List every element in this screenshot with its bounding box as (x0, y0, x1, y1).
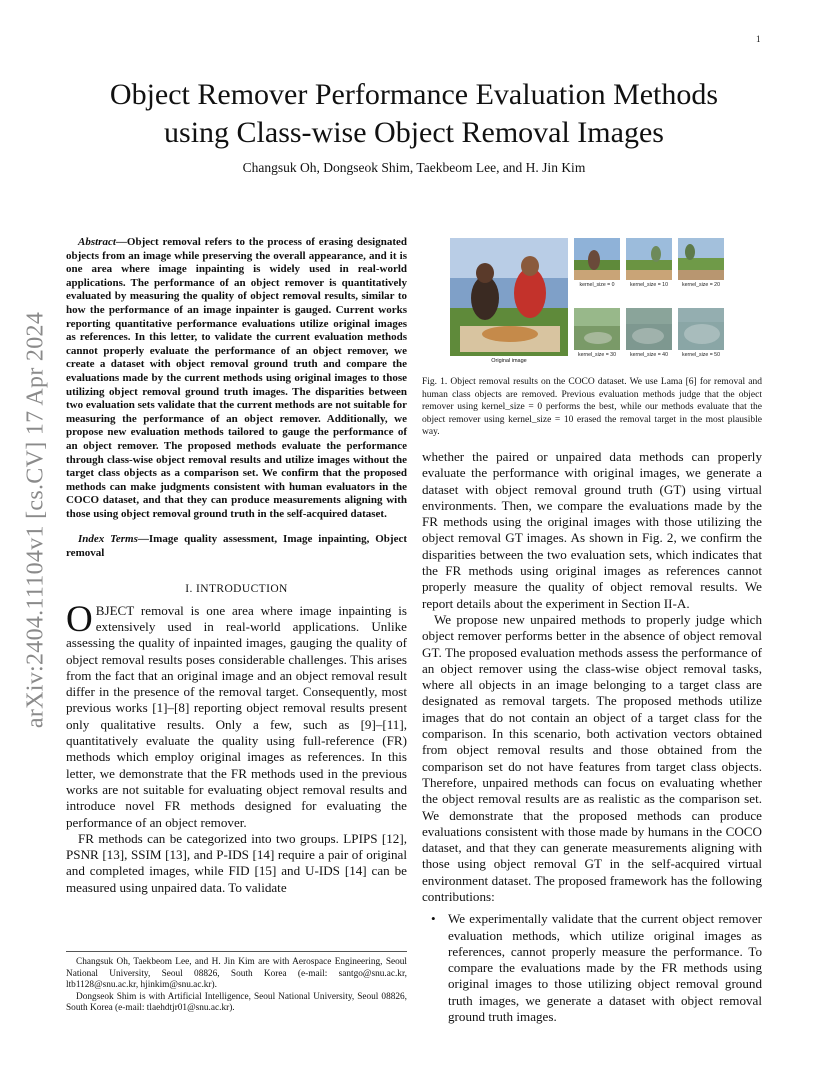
thumbnail-kernel-20 (678, 238, 724, 280)
arxiv-stamp: arXiv:2404.11104v1 [cs.CV] 17 Apr 2024 (22, 311, 49, 729)
contribution-item-1-text: We experimentally validate that the current object remover evaluation methods, which utilize original images as references, cannot properly measure the performance. To compare the evaluations made by the FR methods using original images to those utilizing object removal ground truth images, we generate a dataset with object removal ground truth images. (448, 911, 762, 1025)
index-terms-text: Image quality assessment, Image inpainting, Object removal (66, 533, 407, 560)
index-terms-label: Index Terms (78, 533, 138, 546)
section-heading-introduction: I. INTRODUCTION (185, 582, 288, 595)
original-image-label: Original image (491, 358, 527, 364)
thumbnail-label-30: kernel_size = 30 (578, 352, 616, 358)
right-paragraph-2: We propose new unpaired methods to properly judge which object remover performs better in the absence of object removal GT. The proposed evaluation methods assess the performance of an object remover using the class-wise object removal tasks, where all objects in an image belonging to a target class are designated as removal targets. The proposed methods utilize images that do not contain an object of a target class for the comparison. In this scenario, both activation vectors obtained from object removal results and those obtained from the comparison set do not have features from target class objects. Therefore, unpaired methods can focus on evaluating whether the object removal results are as realistic as the comparison set. We demonstrate that the proposed methods can produce evaluations consistent with those made by humans in the COCO dataset, and that they can generate measurements aligning with those using object removal GT in the self-acquired virtual environment dataset. The proposed framework has the following contributions: (422, 611, 762, 904)
thumbnail-label-10: kernel_size = 10 (630, 282, 668, 288)
footnote-affiliation-2: Dongseok Shim is with Artificial Intelligence, Seoul National University, Seoul 08826, South Korea (e-mail: tlaehdtjr01@snu.ac.kr). (66, 991, 407, 1014)
figure-1-caption: Fig. 1. Object removal results on the COCO dataset. We use Lama [6] for removal and human class objects are removed. Previous evaluation methods judge that the object remover using kernel_size = 0 performs the best, while our methods evaluate that the object remover using kernel_size = 10 erased the removal target in the most plausible way. (422, 377, 762, 438)
right-column (422, 236, 762, 1025)
thumbnail-kernel-40 (626, 308, 672, 350)
thumbnail-label-0: kernel_size = 0 (579, 282, 615, 288)
index-terms: Index Terms—Image quality assessment, Image inpainting, Object removal (66, 533, 407, 560)
author-list: Changsuk Oh, Dongseok Shim, Taekbeom Lee, and H. Jin Kim (242, 160, 586, 175)
abstract: Abstract—Object removal refers to the process of erasing designated objects from an image while preserving the overall appearance, and it is one area where image inpainting is widely used in real-world applications. The performance of an object remover is quantitatively evaluated by measuring the quality of object removal results, similar to how the performance of an image inpainter is gauged. Current works reporting quantitative performance evaluations utilize original images as references. In this letter, to validate the current evaluation methods cannot properly evaluate the performance of an object remover, we create a dataset with object removal ground truth and compare the evaluations made by the current methods using original images to those utilizing object removal ground truth images. The disparities between two evaluation sets validate that the current methods are not suitable for measuring the performance of an object remover. Additionally, we propose new evaluation methods tailored to gauge the performance of an object remover. The proposed methods evaluate the performance through class-wise object removal results and utilize images without the target class objects as a comparison set. We confirm that the proposed methods can make judgments consistent with human evaluators in the COCO dataset, and that they can produce measurements aligning with those using object removal ground truth in the self-acquired dataset. (66, 236, 407, 520)
original-image-photo (450, 238, 568, 356)
contributions-list (422, 911, 762, 1025)
title-line-2: using Class-wise Object Removal Images (164, 116, 664, 149)
bullet-dot-icon: • (431, 911, 436, 927)
thumbnail-kernel-0 (574, 238, 620, 280)
left-column (66, 236, 407, 896)
intro-paragraph-1-text: BJECT removal is one area where image inpainting is extensively used in real-world applications. Unlike assessing the quality of inpainted images, gauging the quality of object removal results poses considerable challenges. This arises from the fact that an original image and an object removal result differ in the presence of the removal target. Consequently, most previous works [1]–[8] reporting object removal results present only qualitative results. Only a few, such as [9]–[11], quantitatively evaluate the quality using full-reference (FR) methods which employ original images as references. In this letter, we demonstrate that the FR methods used in the previous works are not suitable for evaluating object removal results and introduce novel FR methods designed for evaluating the performance of an object remover. (66, 602, 407, 830)
footnote-affiliation-1: Changsuk Oh, Taekbeom Lee, and H. Jin Kim are with Aerospace Engineering, Seoul National University, Seoul 08826, South Korea (e-mail: santgo@snu.ac.kr, ltb1128@snu.ac.kr, hjinkim@snu.ac.kr). (66, 957, 407, 991)
abstract-text: Object removal refers to the process of erasing designated objects from an image while preserving the overall appearance, and it is one area where image inpainting is widely used in real-world applications. The performance of an object remover is quantitatively evaluated by measuring the quality of object removal results, similar to how the performance of an image inpainter is gauged. Current works reporting quantitative performance evaluations utilize original images as references. In this letter, to validate the current evaluation methods cannot properly evaluate the performance of an object remover, we create a dataset with object removal ground truth and compare the evaluations made by the current methods using original images to those utilizing object removal ground truth images. The disparities between two evaluation sets validate that the current methods are not suitable for measuring the performance of an object remover. Additionally, we propose new evaluation methods tailored to gauge the performance of an object remover. The proposed methods evaluate the performance through class-wise object removal results and utilize images without the target class objects as a comparison set. We confirm that the proposed methods can make judgments consistent with human evaluators in the COCO dataset, and that they can produce measurements aligning with those using object removal ground truth in the self-acquired dataset. (66, 236, 407, 520)
figure-1 (422, 236, 762, 366)
intro-paragraph-2: FR methods can be categorized into two groups. LPIPS [12], PSNR [13], SSIM [13], and P-IDS [14] require a pair of original and completed images, while FID [15] and U-IDS [14] can be measured using unpaired data. To validate (66, 830, 407, 895)
contribution-item-1 (431, 911, 762, 1025)
thumbnail-kernel-50 (678, 308, 724, 350)
title-line-1: Object Remover Performance Evaluation Methods (109, 78, 719, 111)
abstract-label: Abstract (78, 236, 116, 248)
intro-paragraph-1 (66, 598, 407, 831)
footnotes (66, 951, 407, 1015)
thumbnail-label-20: kernel_size = 20 (682, 282, 720, 288)
thumbnail-label-40: kernel_size = 40 (630, 352, 668, 358)
right-paragraph-1: whether the paired or unpaired data methods can properly evaluate the performance with original images, we generate a dataset with object removal ground truth (GT) using virtual environments. Then, we compare the evaluations made by the FR methods using the original images with those utilizing the object removal GT images. As shown in Fig. 2, we confirm the disparities between the two evaluation sets, which indicates that the FR methods using original images as references cannot properly measure the quality of object removal results. We report details about the experiment in Section II-A. (422, 448, 762, 611)
paper-title (60, 76, 768, 152)
thumbnail-kernel-10 (626, 238, 672, 280)
right-body-text (422, 449, 762, 1025)
thumbnail-kernel-30 (574, 308, 620, 350)
thumbnail-label-50: kernel_size = 50 (682, 352, 720, 358)
page-number: 1 (756, 34, 761, 44)
dropcap-letter: O (66, 598, 93, 640)
